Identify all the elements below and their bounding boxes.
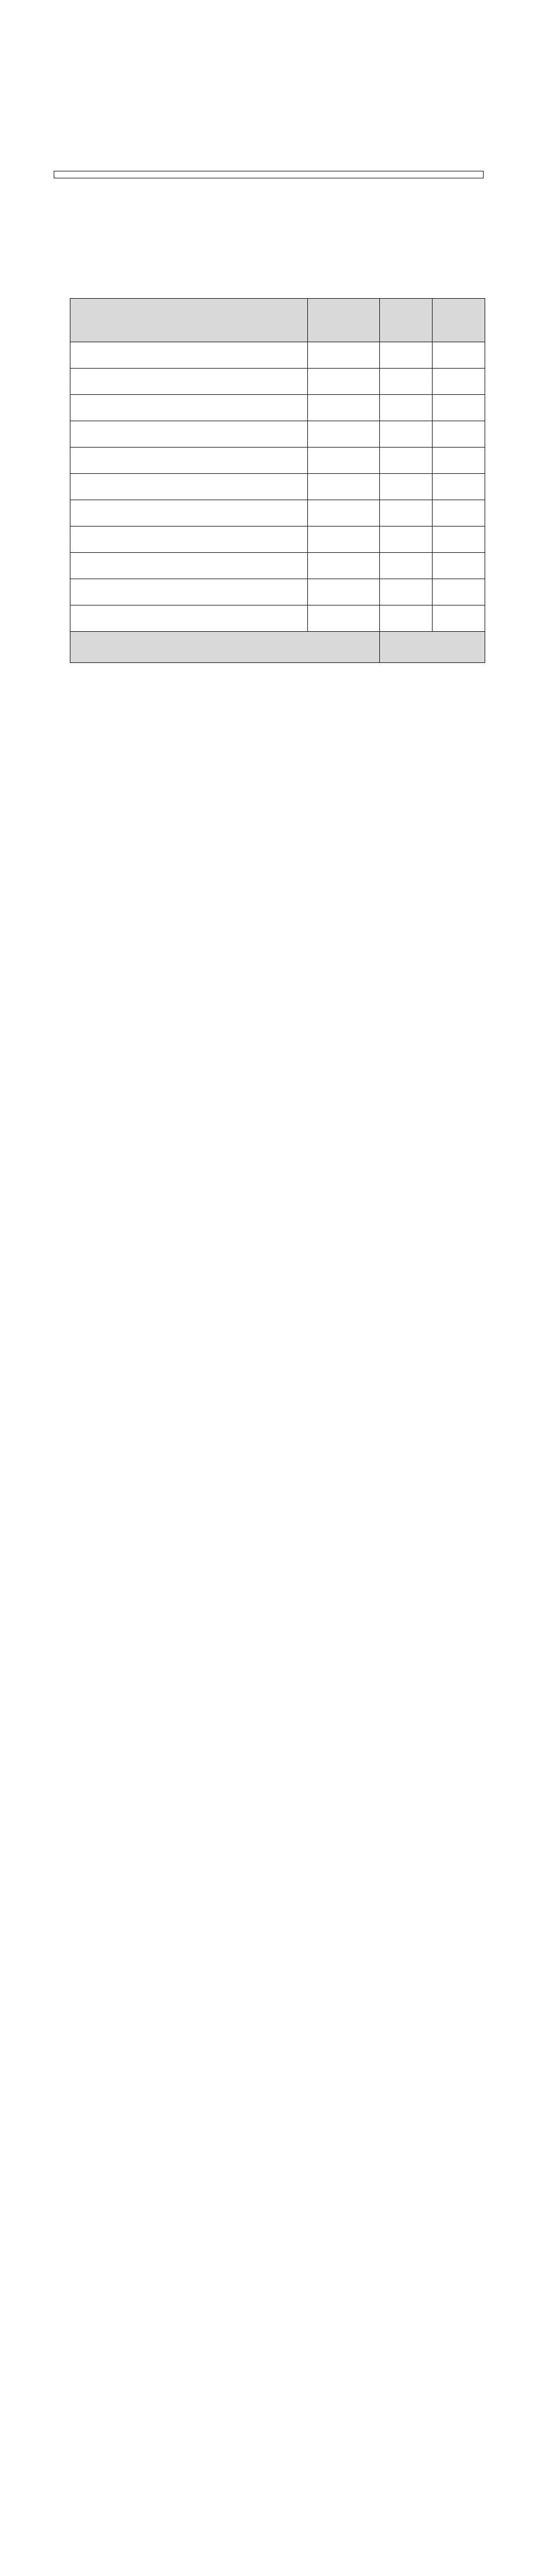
location <box>432 579 485 605</box>
col-header-count <box>379 299 432 342</box>
headcount <box>379 342 432 369</box>
headcount <box>379 500 432 526</box>
table-row <box>70 342 485 369</box>
job-description-ref <box>307 369 379 395</box>
location <box>432 342 485 369</box>
field-name <box>70 421 308 448</box>
job-description-ref <box>307 448 379 474</box>
col-header-doc <box>307 299 379 342</box>
headcount <box>379 395 432 421</box>
headcount <box>379 526 432 553</box>
table-row <box>70 474 485 500</box>
headcount <box>379 553 432 579</box>
location <box>432 448 485 474</box>
field-name <box>70 605 308 632</box>
total-value <box>379 632 485 663</box>
table-row <box>70 500 485 526</box>
table-row <box>70 448 485 474</box>
field-name <box>70 553 308 579</box>
field-name <box>70 474 308 500</box>
location <box>432 474 485 500</box>
intro-box <box>54 171 484 178</box>
col-header-field <box>70 299 308 342</box>
job-description-ref <box>307 579 379 605</box>
total-label <box>70 632 380 663</box>
headcount <box>379 579 432 605</box>
headcount <box>379 421 432 448</box>
job-description-ref <box>307 526 379 553</box>
table-row <box>70 605 485 632</box>
job-description-ref <box>307 421 379 448</box>
field-name <box>70 448 308 474</box>
location <box>432 553 485 579</box>
headcount <box>379 369 432 395</box>
location <box>432 605 485 632</box>
fields-table <box>70 298 485 663</box>
table-row <box>70 369 485 395</box>
col-header-location <box>432 299 485 342</box>
location <box>432 500 485 526</box>
field-name <box>70 395 308 421</box>
job-description-ref <box>307 500 379 526</box>
field-name <box>70 369 308 395</box>
job-description-ref <box>307 553 379 579</box>
job-description-ref <box>307 395 379 421</box>
table-row <box>70 526 485 553</box>
location <box>432 395 485 421</box>
location <box>432 421 485 448</box>
location <box>432 526 485 553</box>
table-row <box>70 395 485 421</box>
table-row <box>70 553 485 579</box>
field-name <box>70 342 308 369</box>
field-name <box>70 579 308 605</box>
field-name <box>70 500 308 526</box>
headcount <box>379 605 432 632</box>
headcount <box>379 474 432 500</box>
table-row <box>70 421 485 448</box>
table-row <box>70 579 485 605</box>
job-description-ref <box>307 474 379 500</box>
job-description-ref <box>307 605 379 632</box>
job-description-ref <box>307 342 379 369</box>
location <box>432 369 485 395</box>
headcount <box>379 448 432 474</box>
field-name <box>70 526 308 553</box>
